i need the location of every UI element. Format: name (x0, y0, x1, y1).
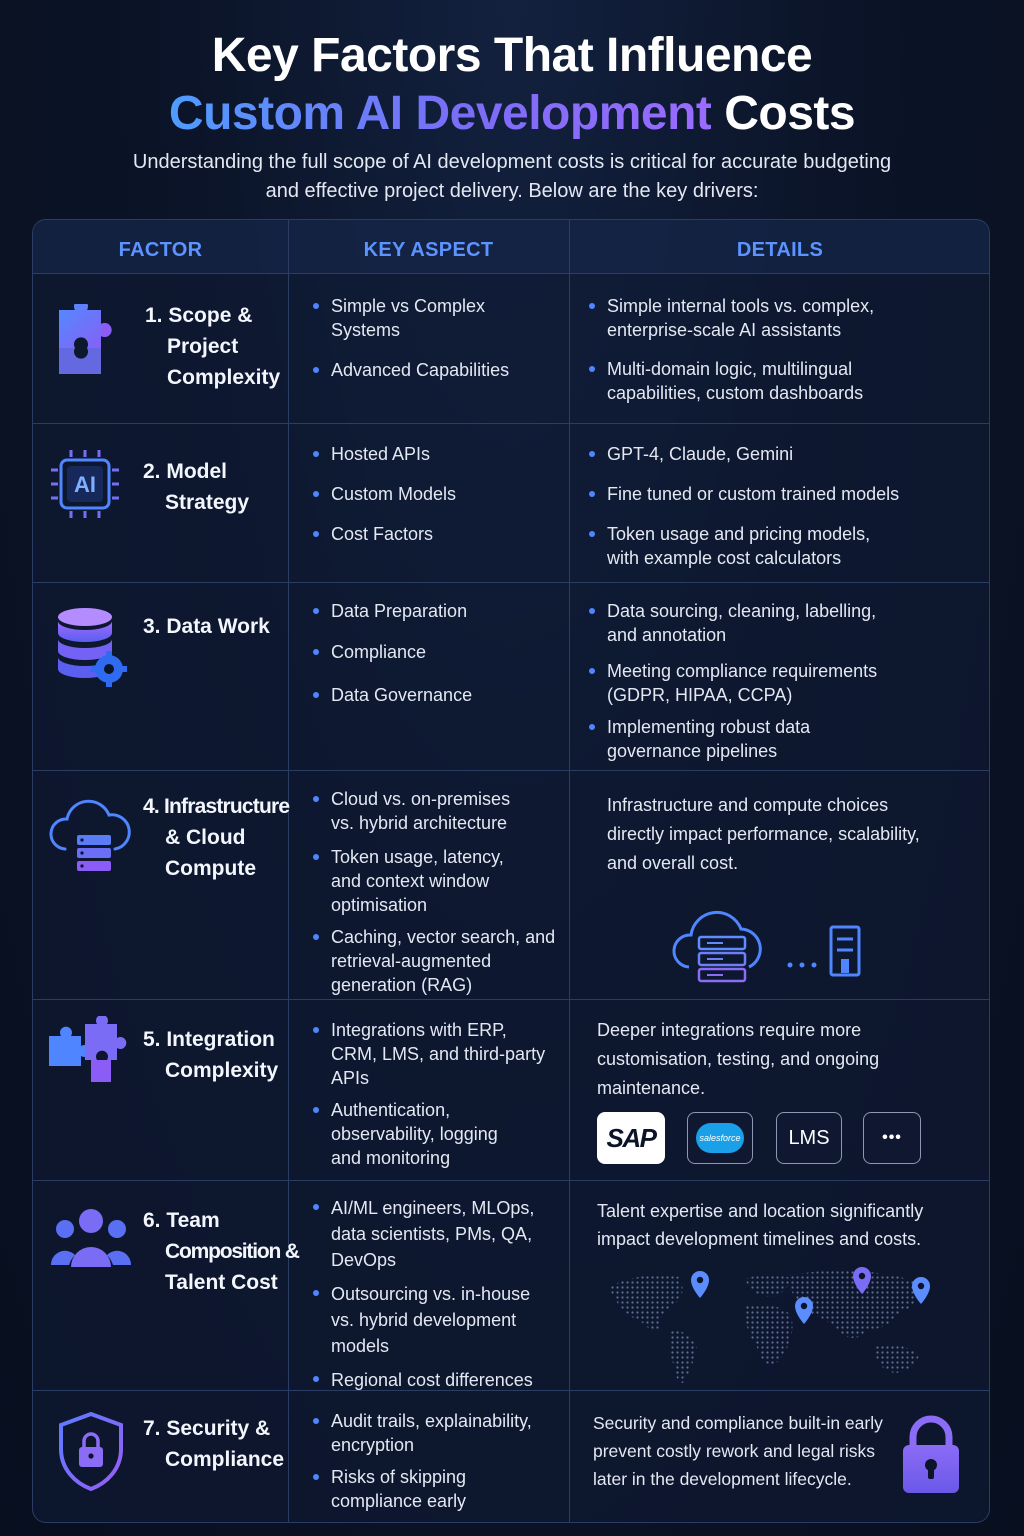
aspect-list (311, 1018, 546, 1170)
title-accent: Custom AI Development (168, 87, 712, 140)
aspect-list (311, 1195, 561, 1393)
sap-logo: SAP (597, 1112, 665, 1164)
puzzle-icon (55, 304, 119, 380)
ai-chip-icon (47, 446, 123, 522)
list-item: Audit trails, explainability, encryption (311, 1409, 551, 1457)
list-item: Outsourcing vs. in-house vs. hybrid development models (311, 1281, 551, 1359)
page-title-line1: Key Factors That Influence (211, 29, 813, 82)
column-header-factor: FACTOR (118, 239, 203, 261)
svg-text:AI: AI (74, 472, 96, 497)
factor-name: 6. Team Composition & Talent Cost (143, 1209, 299, 1294)
more-integrations-icon: ••• (863, 1112, 921, 1164)
details-list (587, 442, 927, 570)
details-text: Deeper integrations require more customisation, testing, and ongoing maintenance. (597, 1020, 880, 1098)
list-item: Data sourcing, cleaning, labelling, and annotation (587, 599, 887, 647)
list-item: Hosted APIs (311, 442, 551, 466)
factor-name: 7. Security & Compliance (143, 1417, 285, 1471)
list-item: Simple vs Complex Systems (311, 294, 511, 342)
table-row-6 (33, 1181, 990, 1390)
list-item: Token usage and pricing models, with example cost calculators (587, 522, 897, 570)
list-item: Cost Factors (311, 522, 551, 546)
factor-name: 5. Integration Complexity (143, 1028, 279, 1082)
factor-name: 1. Scope & Project Complexity (145, 304, 281, 389)
list-item: Regional cost differences (311, 1367, 561, 1393)
list-item: Advanced Capabilities (311, 358, 551, 382)
list-item: Cloud vs. on-premises vs. hybrid architecture (311, 787, 536, 835)
list-item: Caching, vector search, and retrieval-augmented generation (RAG) (311, 925, 559, 997)
page-subtitle: Understanding the full scope of AI development costs is critical for accurate budgeting and effective project delivery. Below are the key drivers: (132, 151, 892, 202)
factors-table (32, 219, 990, 1523)
list-item: Custom Models (311, 482, 551, 506)
cloud-server-icon (47, 795, 133, 875)
details-text: Talent expertise and location significantly impact development timelines and costs. (597, 1201, 924, 1249)
database-gear-icon (55, 607, 129, 687)
padlock-icon (899, 1411, 963, 1497)
list-item: Risks of skipping compliance early (311, 1465, 511, 1513)
table-row-3 (33, 583, 990, 770)
details-list (587, 294, 907, 405)
page-title-line2 (0, 86, 1024, 141)
list-item: Multi-domain logic, multilingual capabilities, custom dashboards (587, 357, 907, 405)
list-item: Simple internal tools vs. complex, enterprise-scale AI assistants (587, 294, 907, 342)
details-text: Infrastructure and compute choices directly impact performance, scalability, and overall cost. (607, 795, 920, 873)
table-row-7 (33, 1391, 990, 1523)
list-item: Authentication, observability, logging and monitoring (311, 1098, 526, 1170)
aspect-list (311, 294, 551, 382)
list-item: AI/ML engineers, MLOps, data scientists, PMs, QA, DevOps (311, 1195, 561, 1273)
factor-name: 3. Data Work (143, 615, 270, 638)
list-item: Implementing robust data governance pipelines (587, 715, 847, 763)
team-icon (51, 1207, 131, 1269)
aspect-list (311, 787, 559, 997)
list-item: Token usage, latency, and context window optimisation (311, 845, 536, 917)
table-row-5 (33, 1000, 990, 1180)
list-item: Data Preparation (311, 599, 551, 623)
list-item: Meeting compliance requirements (GDPR, HIPAA, CCPA) (587, 659, 917, 707)
list-item: Data Governance (311, 683, 551, 707)
table-row-4 (33, 771, 990, 999)
list-item: Fine tuned or custom trained models (587, 482, 927, 506)
factor-name: 4. Infrastructure & Cloud Compute (143, 795, 290, 880)
world-map-icon (605, 1265, 935, 1385)
table-row-2 (33, 424, 990, 582)
table-row-1 (33, 274, 990, 423)
aspect-list (311, 1409, 561, 1513)
factor-name: 2. Model Strategy (143, 460, 250, 514)
cloud-datacenter-illustration-icon (665, 897, 875, 987)
title-rest: Costs (724, 87, 856, 140)
list-item: GPT-4, Claude, Gemini (587, 442, 927, 466)
list-item: Integrations with ERP, CRM, LMS, and third-party APIs (311, 1018, 546, 1090)
aspect-list (311, 442, 551, 546)
column-header-details: DETAILS (736, 239, 824, 261)
lms-logo: LMS (776, 1112, 842, 1164)
list-item: Compliance (311, 640, 551, 664)
shield-lock-icon (57, 1411, 125, 1491)
salesforce-logo: salesforce (687, 1112, 753, 1164)
puzzle-pieces-icon (45, 1016, 129, 1086)
integration-logos (597, 1112, 927, 1166)
details-text: Security and compliance built-in early prevent costly rework and legal risks later in the development lifecycle. (593, 1413, 883, 1489)
column-header-key-aspect: KEY ASPECT (363, 239, 494, 261)
details-list (587, 599, 917, 763)
aspect-list (311, 599, 551, 707)
